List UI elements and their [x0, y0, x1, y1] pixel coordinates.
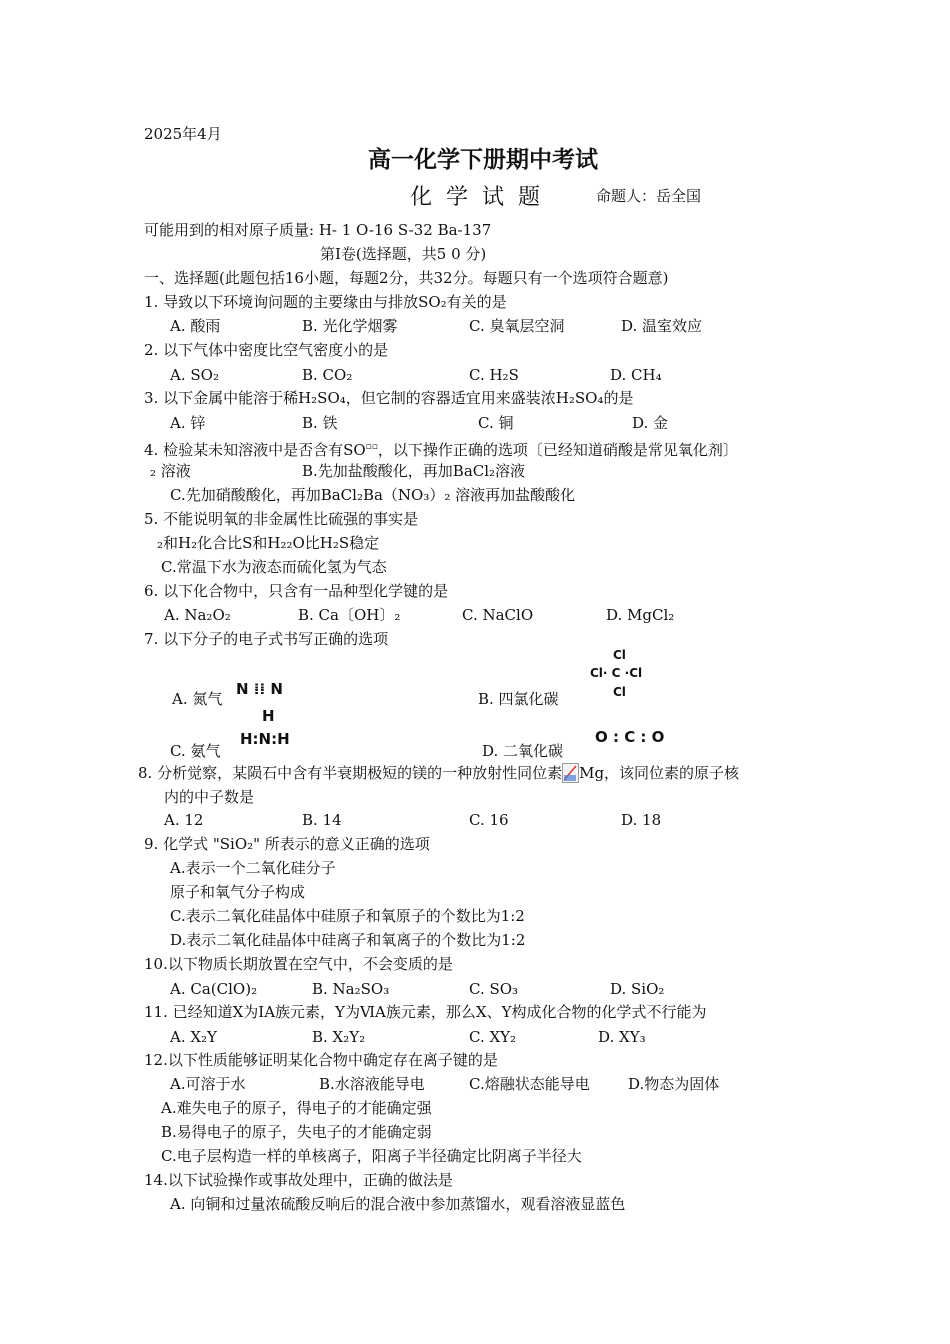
option-d: D. 温室效应: [621, 317, 703, 335]
option-c: C. 16: [469, 811, 509, 829]
section-heading: 一、选择题(此题包括16小题，每题2分，共32分。每题只有一个选项符合题意): [144, 269, 669, 287]
option-c: C.表示二氧化硅晶体中硅原子和氧原子的个数比为1:2: [170, 907, 525, 925]
option-c: C. 铜: [478, 414, 514, 432]
option-b: B.水溶液能导电: [319, 1075, 425, 1093]
atomic-masses: 可能用到的相对原子质量: H- 1 O-16 S-32 Ba-137: [144, 221, 492, 239]
stem-tail: ，以下操作正确的选项〔已经知道硝酸是常见氧化剂〕: [377, 441, 738, 459]
option-d: D. 二氧化碳: [482, 742, 564, 760]
option-b: 原子和氧气分子构成: [170, 883, 306, 901]
option-a: A. 向铜和过量浓硫酸反响后的混合液中参加蒸馏水，观看溶液显蓝色: [170, 1195, 626, 1213]
option-a: A. Na₂O₂: [164, 606, 231, 624]
option-c: C. H₂S: [469, 366, 519, 384]
question-stem: 3. 以下金属中能溶于稀H₂SO₄，但它制的容器适宜用来盛装浓H₂SO₄的是: [144, 389, 634, 407]
option-b: B. Ca〔OH〕₂: [298, 606, 401, 624]
option-d: D. 金: [632, 414, 669, 432]
option-a: A. 氮气: [172, 690, 223, 708]
option-b: B.先加盐酸酸化，再加BaCl₂溶液: [302, 462, 526, 480]
option-b: B. 铁: [302, 414, 338, 432]
question-stem: 6. 以下化合物中，只含有一品种型化学键的是: [144, 582, 449, 600]
option-d: D. SiO₂: [610, 980, 665, 998]
ccl4-middle-row: Cl· C ·Cl: [590, 666, 643, 680]
option-a: A.表示一个二氧化硅分子: [170, 859, 336, 877]
option-a: A. 酸雨: [170, 317, 221, 335]
option-b: B. 四氯化碳: [478, 690, 559, 708]
option-b: B. CO₂: [302, 366, 353, 384]
author: 命题人：岳全国: [596, 187, 702, 205]
page-subtitle: 化学试题: [410, 185, 555, 210]
option-c: C. 臭氧层空洞: [469, 317, 565, 335]
nh3-top-atom: H: [262, 707, 275, 725]
sulfate-charge-icon: ▫▫: [365, 442, 378, 452]
option-c: C.先加硝酸酸化，再加BaCl₂Ba（NO₃）₂ 溶液再加盐酸酸化: [170, 486, 576, 504]
option-ab: ₂和H₂化合比S和H₂₂O比H₂S稳定: [157, 534, 380, 552]
option-d: D. MgCl₂: [606, 606, 675, 624]
option-c: C. 氨气: [170, 742, 221, 760]
option-c: C. NaClO: [462, 606, 534, 624]
question-stem: 11. 已经知道X为ⅠA族元素，Y为ⅥA族元素，那么X、Y构成化合物的化学式不行能为: [144, 1003, 707, 1021]
option-c: C.电子层构造一样的单核离子，阳离子半径确定比阴离子半径大: [161, 1147, 582, 1165]
question-stem: 9. 化学式 "SiO₂" 所表示的意义正确的选项: [144, 835, 430, 853]
stem-text: 8. 分析觉察，某陨石中含有半衰期极短的镁的一种放射性同位素: [138, 764, 563, 782]
option-c: C. SO₃: [469, 980, 519, 998]
option-a: A. 12: [164, 811, 204, 829]
isotope-image-icon: [562, 763, 579, 783]
page-title: 高一化学下册期中考试: [368, 146, 598, 173]
option-d: D. XY₃: [598, 1028, 646, 1046]
option-b: B. 14: [302, 811, 342, 829]
option-d: D.表示二氧化硅晶体中硅离子和氧离子的个数比为1:2: [170, 931, 526, 949]
exam-date: 2025年4月: [144, 125, 222, 143]
option-d: D. CH₄: [610, 366, 662, 384]
option-a: A.难失电子的原子，得电子的才能确定强: [161, 1099, 432, 1117]
nh3-lewis-structure: H:N:H: [240, 730, 290, 748]
ccl4-top-atom: Cl: [613, 648, 626, 662]
option-b: B. Na₂SO₃: [312, 980, 390, 998]
option-a: A. 锌: [170, 414, 206, 432]
part-title: 第Ⅰ卷(选择题，共5 0 分): [320, 245, 487, 263]
co2-lewis-structure: O : C : O: [595, 728, 665, 746]
ccl4-bottom-atom: Cl: [613, 685, 626, 699]
question-stem-continued: 内的中子数是: [164, 788, 255, 806]
question-stem: [144, 437, 738, 460]
question-stem: 7. 以下分子的电子式书写正确的选项: [144, 630, 389, 648]
option-b: B. 光化学烟雾: [302, 317, 398, 335]
option-a: A.可溶于水: [170, 1075, 246, 1093]
option-d: D. 18: [621, 811, 662, 829]
question-stem: 2. 以下气体中密度比空气密度小的是: [144, 341, 389, 359]
n2-lewis-structure: N ⁞⁞ N: [236, 680, 283, 698]
option-a: A. Ca(ClO)₂: [170, 980, 258, 998]
question-stem: 10.以下物质长期放置在空气中，不会变质的是: [144, 955, 453, 973]
option-b: B.易得电子的原子，失电子的才能确定弱: [161, 1123, 432, 1141]
question-stem: 14.以下试验操作或事故处理中，正确的做法是: [144, 1171, 453, 1189]
question-stem: 5. 不能说明氧的非金属性比硫强的事实是: [144, 510, 419, 528]
option-b: B. X₂Y₂: [312, 1028, 366, 1046]
option-a: A. X₂Y: [170, 1028, 217, 1046]
option-a: A. SO₂: [170, 366, 219, 384]
question-stem: [138, 763, 739, 783]
option-c: C.熔融状态能导电: [469, 1075, 590, 1093]
question-stem: 12.以下性质能够证明某化合物中确定存在离子键的是: [144, 1051, 498, 1069]
stem-text: 4. 检验某未知溶液中是否含有SO: [144, 441, 366, 459]
option-a: ₂ 溶液: [150, 462, 191, 480]
question-stem: 1. 导致以下环境询问题的主要缘由与排放SO₂有关的是: [144, 293, 507, 311]
option-c: C. XY₂: [469, 1028, 517, 1046]
option-d: D.物态为固体: [628, 1075, 720, 1093]
option-c: C.常温下水为液态而硫化氢为气态: [161, 558, 387, 576]
stem-tail: Mg，该同位素的原子核: [579, 764, 740, 782]
